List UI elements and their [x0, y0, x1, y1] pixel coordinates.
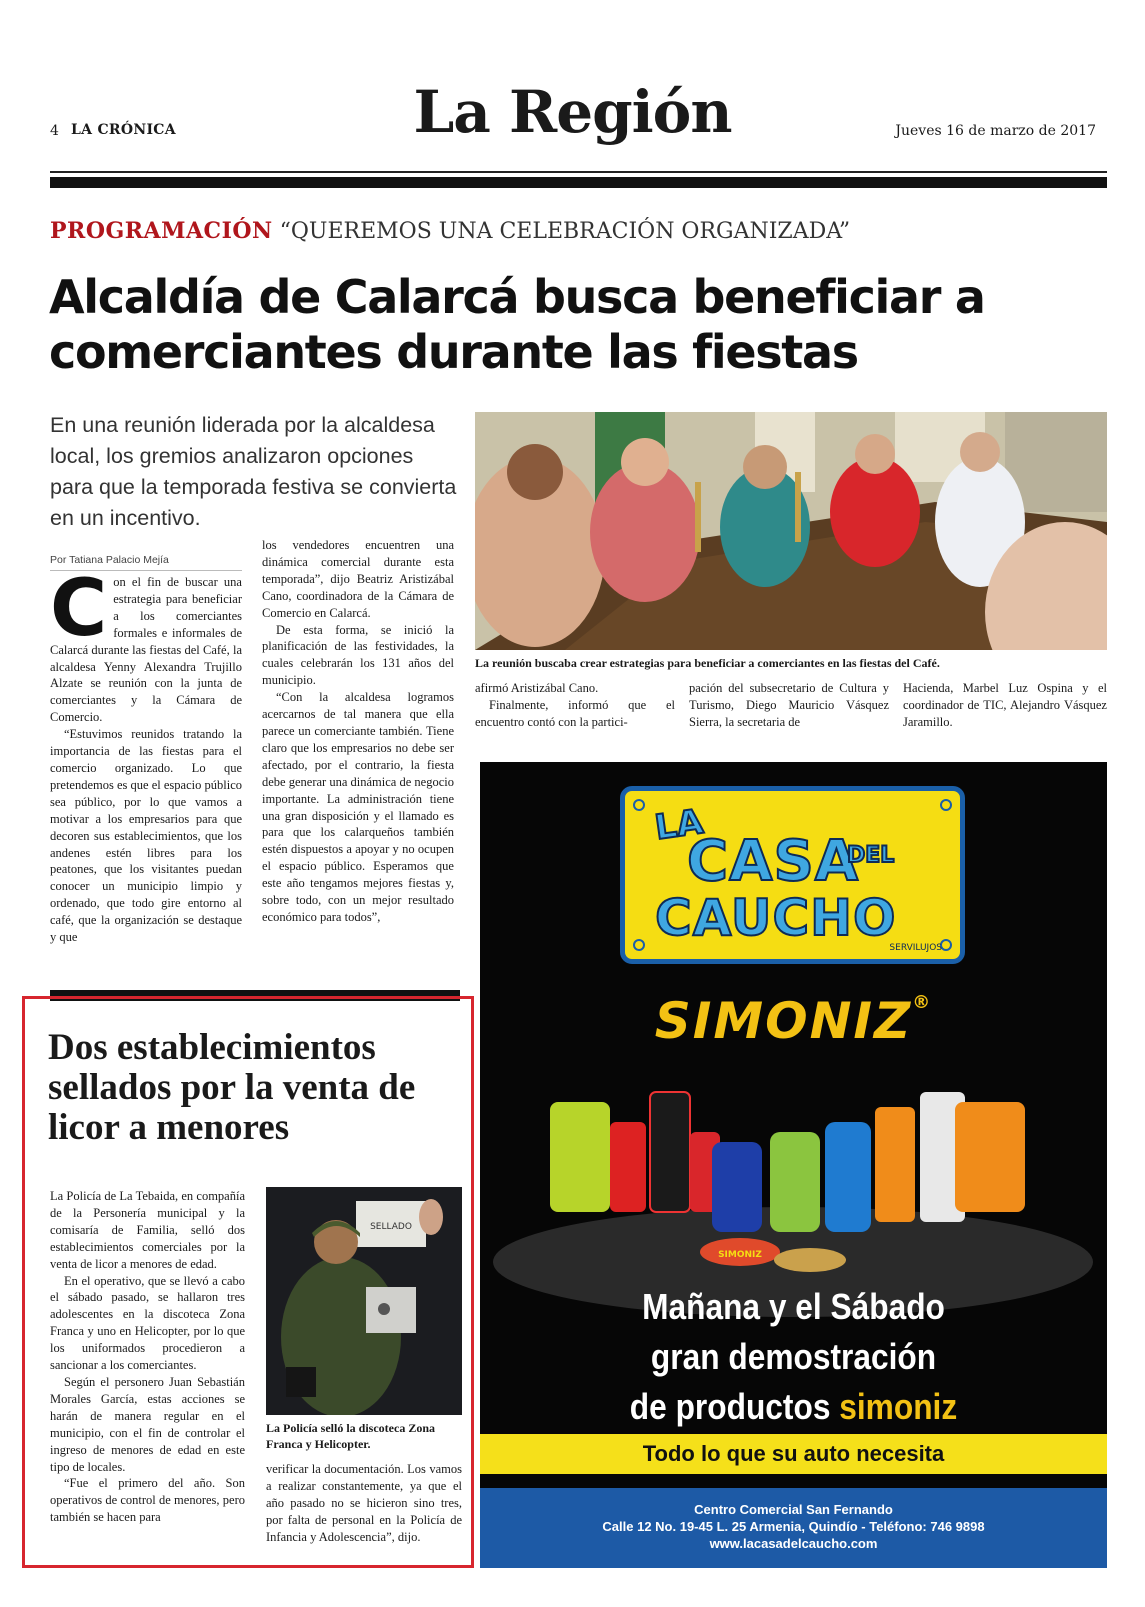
page-number: 4 [50, 123, 59, 139]
logo-del: DEL [847, 843, 895, 868]
photo-caption: La reunión buscaba crear estrategias para beneficiar a comerciantes en las fiestas del Café. [475, 656, 940, 670]
store-website: www.lacasadelcaucho.com [709, 1536, 878, 1551]
article-paragraph: “Con la alcaldesa logramos acercarnos de tal manera que ella parece un comerciante también. Tiene claro que los empresarios no debe ser afectado, por el contrario, la fiesta debe generar una dinámica de negocio importante. La administración tiene una gran disposición y el llamado es para que los calarqueños también estén dispuestos a apoyar y no ocupen el espacio público. Esperamos que este año tengamos mejores fiestas y, sobre todo, con un mejor resultado económico para todos”, [262, 690, 454, 924]
brief-paragraph: La Policía de La Tebaida, en compañía de la Personería municipal y la comisaría de Familia, selló dos establecimientos comerciales por la venta de licor a menores de edad. [50, 1189, 245, 1271]
article-paragraph: Hacienda, Marbel Luz Ospina y el coordinador de TIC, Alejandro Vásquez Jaramillo. [903, 681, 1107, 729]
article-paragraph [50, 564, 242, 726]
meeting-photo [475, 412, 1107, 650]
store-address: Calle 12 No. 19-45 L. 25 Armenia, Quindío - Teléfono: 746 9898 [602, 1519, 985, 1534]
product-label: SIMONIZ [718, 1250, 762, 1260]
article-paragraph: “Estuvimos reunidos tratando la importancia de las fiestas para el comercio organizado. Lo que pretendemos es que el espacio público sea público, por lo que vamos a motivar a los empresarios para que decoren sus establecimientos, que los andenes estén libres para los peatones, que los visitantes puedan conocer un municipio limpio y ordenado, que todo gire entorno al café, que la organización se destaque y que [50, 727, 242, 945]
ad-contact-footer [480, 1488, 1107, 1568]
article-paragraph: Finalmente, informó que el encuentro contó con la partici- [475, 697, 675, 729]
article-paragraph: los vendedores encuentren una dinámica comercial durante esta temporada”, dijo Beatriz Aristizábal Cano, coordinadora de la Cámara de Comercio en Calarcá. [262, 538, 454, 620]
article-column-3 [475, 680, 675, 731]
brief-paragraph: En el operativo, que se llevó a cabo el sábado pasado, se hallaron tres adolescentes en la discoteca Zona Franca y uno en Helicopter, por lo que los uniformados procedieron a sancionar a los comerciantes. [50, 1273, 245, 1373]
brief-column-2 [266, 1461, 462, 1546]
promo-line-1: Mañana y el Sábado [642, 1286, 945, 1327]
sealed-sign-text: SELLADO [370, 1222, 412, 1232]
brief-headline: Dos establecimientos sellados por la venta de licor a menores [48, 1027, 416, 1148]
article-paragraph: De esta forma, se inició la planificación de las festividades, la cuales celebrarán los 131 años del municipio. [262, 622, 454, 688]
police-photo [266, 1187, 462, 1415]
kicker-quote: “QUEREMOS UNA CELEBRACIÓN ORGANIZADA” [279, 219, 851, 244]
masthead-rule [50, 171, 1107, 173]
logo-caucho: CAUCHO [655, 889, 897, 947]
issue-date: Jueves 16 de marzo de 2017 [895, 123, 1096, 139]
advertisement [480, 762, 1107, 1568]
ad-tagline: Todo lo que su auto necesita [480, 1434, 1107, 1474]
brief-paragraph: verificar la documentación. Los vamos a realizar constantemente, ya que el año pasado no se hicieron sino tres, por falta de personal en la Policía de Infancia y Adolescencia”, dijo. [266, 1462, 462, 1544]
article-text: on el fin de buscar una estrategia para beneficiar a los comerciantes formales e informales de Calarcá durante las fiestas del Café, la alcaldesa Yenny Alexandra Trujillo Alzate se reunión con la junta de comerciantes y la Cámara de Comercio. [50, 575, 242, 725]
simoniz-brand [480, 992, 1107, 1050]
section-title: La Región [413, 78, 732, 146]
brief-paragraph: “Fue el primero del año. Son operativos de control de menores, pero también se hacen para [50, 1476, 245, 1525]
promo-line-3 [518, 1382, 1070, 1432]
article-headline: Alcaldía de Calarcá busca beneficiar a comerciantes durante las fiestas [49, 270, 985, 379]
article-column-5 [903, 680, 1107, 731]
logo-servilujos: SERVILUJOS [889, 943, 942, 953]
kicker-label: PROGRAMACIÓN [50, 218, 273, 244]
drop-cap: C [50, 564, 108, 654]
rivet-icon [940, 799, 952, 811]
article-byline: Por Tatiana Palacio Mejía [50, 554, 242, 571]
registered-mark: ® [912, 992, 933, 1013]
article-kicker [50, 218, 850, 244]
logo-casa: CASA [687, 829, 860, 894]
rivet-icon [633, 799, 645, 811]
brief-column-1 [50, 1188, 245, 1526]
police-photo-caption: La Policía selló la discoteca Zona Franca y Helicopter. [266, 1421, 435, 1451]
masthead-bar [50, 177, 1107, 188]
newspaper-name: LA CRÓNICA [71, 122, 176, 138]
article-paragraph: afirmó Aristizábal Cano. [475, 681, 599, 695]
la-casa-del-caucho-logo [620, 786, 965, 964]
promo-brand-highlight: simoniz [839, 1386, 958, 1427]
promo-line-3-text: de productos [629, 1386, 831, 1427]
article-deck: En una reunión liderada por la alcaldesa local, los gremios analizaron opciones para que la temporada festiva se convierta en un incentivo. [50, 413, 457, 530]
article-column-2 [262, 537, 454, 926]
ad-promo-text [518, 1282, 1070, 1432]
rivet-icon [633, 939, 645, 951]
promo-line-2: gran demostración [650, 1336, 937, 1377]
article-column-4 [689, 680, 889, 731]
police-photo-illustration [266, 1187, 462, 1415]
meeting-photo-illustration [475, 412, 1107, 650]
brief-paragraph: Según el personero Juan Sebastián Morales García, estas acciones se harán de manera regular en el municipio, con el fin de controlar el ingreso de menores de edad en este tipo de locales. [50, 1374, 245, 1474]
simoniz-brand-text: SIMONIZ [654, 992, 913, 1050]
article-column-1 [50, 564, 242, 946]
logo-la: LA [652, 801, 706, 849]
store-location: Centro Comercial San Fernando [694, 1502, 893, 1517]
article-paragraph: pación del subsecretario de Cultura y Turismo, Diego Mauricio Vásquez Sierra, la secretaria de [689, 681, 889, 729]
